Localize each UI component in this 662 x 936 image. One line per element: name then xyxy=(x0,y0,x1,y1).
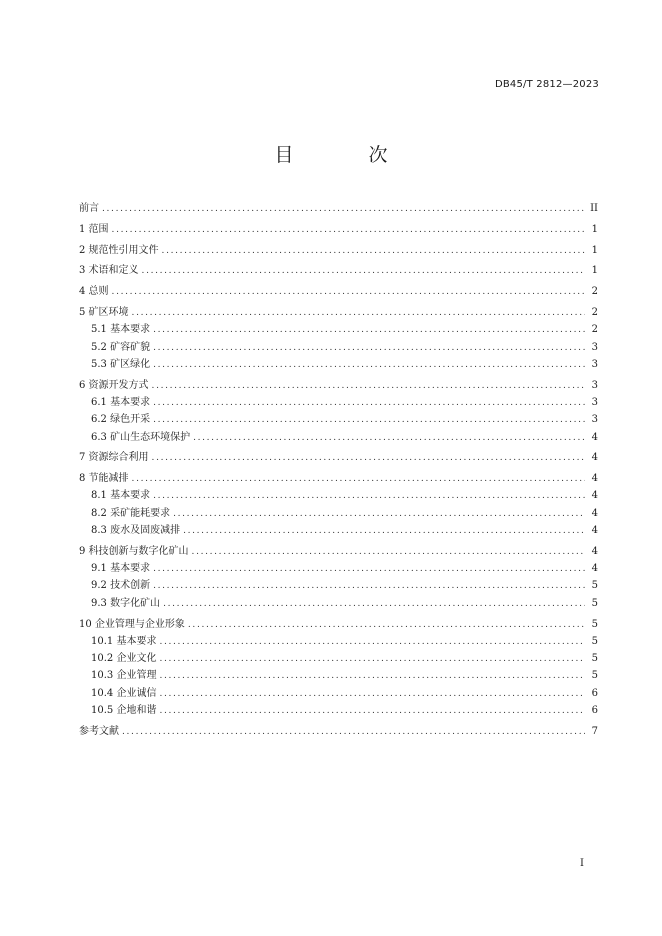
page-title: 目 次 xyxy=(274,144,416,166)
toc-entry-label: 10.1 基本要求 xyxy=(91,635,157,647)
toc-entry[interactable] xyxy=(79,650,598,667)
toc-entry-page: 4 xyxy=(591,545,598,557)
toc-entry-label: 5.1 基本要求 xyxy=(91,324,151,336)
toc-leader-dots xyxy=(159,685,585,703)
toc-entry[interactable] xyxy=(79,377,598,394)
toc-entry[interactable] xyxy=(79,394,598,411)
toc-leader-dots xyxy=(183,522,585,540)
toc-entry-label: 9.3 数字化矿山 xyxy=(91,597,161,609)
toc-entry-page: 3 xyxy=(591,341,598,353)
toc-leader-dots xyxy=(188,616,585,634)
toc-leader-dots xyxy=(122,723,585,741)
toc-entry-page: 4 xyxy=(591,563,598,575)
document-code: DB45/T 2812—2023 xyxy=(494,79,599,90)
toc-entry-label: 8.3 废水及固废减排 xyxy=(91,525,181,537)
toc-leader-dots xyxy=(162,242,585,260)
toc-entry-page: 3 xyxy=(591,358,598,370)
toc-entry[interactable] xyxy=(79,595,598,612)
toc-leader-dots xyxy=(153,560,585,578)
toc-entry-page: 1 xyxy=(591,244,598,256)
toc-entry-label: 10.4 企业诚信 xyxy=(91,687,157,699)
toc-entry[interactable] xyxy=(79,411,598,428)
toc-entry-label: 5 矿区环境 xyxy=(79,306,129,318)
toc-entry-page: 7 xyxy=(591,725,598,737)
toc-leader-dots xyxy=(163,595,585,613)
toc-entry-label: 9.1 基本要求 xyxy=(91,563,151,575)
toc-entry-label: 3 术语和定义 xyxy=(79,265,139,277)
toc-leader-dots xyxy=(193,429,585,447)
toc-entry-label: 9 科技创新与数字化矿山 xyxy=(79,545,189,557)
toc-entry[interactable] xyxy=(79,449,598,466)
toc-entry-page: 1 xyxy=(591,223,598,235)
toc-entry-page: 5 xyxy=(591,653,598,665)
toc-leader-dots xyxy=(112,283,585,301)
toc-leader-dots xyxy=(132,470,585,488)
toc-entry-page: II xyxy=(590,203,598,214)
toc-entry-label: 10.5 企地和谐 xyxy=(91,705,157,717)
toc-leader-dots xyxy=(153,487,585,505)
toc-entry-label: 2 规范性引用文件 xyxy=(79,244,159,256)
toc-entry-label: 8.2 采矿能耗要求 xyxy=(91,507,171,519)
toc-entry-label: 4 总则 xyxy=(79,286,109,298)
toc-entry-label: 5.2 矿容矿貌 xyxy=(91,341,151,353)
toc-entry-page: 3 xyxy=(591,414,598,426)
toc-entry-label: 9.2 技术创新 xyxy=(91,580,151,592)
toc-entry-page: 5 xyxy=(591,635,598,647)
toc-entry[interactable] xyxy=(79,667,598,684)
toc-entry-page: 3 xyxy=(591,396,598,408)
toc-entry-label: 1 范围 xyxy=(79,223,109,235)
toc-entry[interactable] xyxy=(79,242,598,259)
toc-entry[interactable] xyxy=(79,356,598,373)
toc-entry-page: 2 xyxy=(591,286,598,298)
toc-entry[interactable] xyxy=(79,723,598,740)
toc-entry[interactable] xyxy=(79,543,598,560)
page-number: I xyxy=(580,858,584,869)
toc-entry[interactable] xyxy=(79,577,598,594)
toc-entry-page: 6 xyxy=(591,687,598,699)
table-of-contents xyxy=(79,200,598,740)
toc-entry-page: 2 xyxy=(591,324,598,336)
toc-leader-dots xyxy=(102,200,585,218)
toc-leader-dots xyxy=(132,304,585,322)
toc-leader-dots xyxy=(142,262,585,280)
toc-leader-dots xyxy=(159,633,585,651)
toc-entry[interactable] xyxy=(79,262,598,279)
toc-entry[interactable] xyxy=(79,616,598,633)
toc-entry-label: 10.2 企业文化 xyxy=(91,653,157,665)
toc-entry-page: 3 xyxy=(591,379,598,391)
toc-leader-dots xyxy=(159,667,585,685)
toc-leader-dots xyxy=(153,321,585,339)
toc-entry-page: 1 xyxy=(591,265,598,277)
toc-entry-label: 8.1 基本要求 xyxy=(91,490,151,502)
toc-leader-dots xyxy=(152,449,585,467)
toc-entry-page: 4 xyxy=(591,490,598,502)
toc-entry-page: 5 xyxy=(591,670,598,682)
toc-entry-page: 6 xyxy=(591,705,598,717)
toc-entry-label: 6.1 基本要求 xyxy=(91,396,151,408)
toc-entry[interactable] xyxy=(79,429,598,446)
toc-leader-dots xyxy=(153,411,585,429)
toc-entry[interactable] xyxy=(79,283,598,300)
toc-leader-dots xyxy=(153,394,585,412)
toc-leader-dots xyxy=(159,650,585,668)
toc-entry-page: 2 xyxy=(591,306,598,318)
toc-entry[interactable] xyxy=(79,221,598,238)
toc-leader-dots xyxy=(112,221,585,239)
toc-entry-label: 6.2 绿色开采 xyxy=(91,414,151,426)
toc-entry-page: 5 xyxy=(591,618,598,630)
toc-leader-dots xyxy=(153,356,585,374)
toc-entry-label: 前言 xyxy=(79,203,99,214)
toc-entry[interactable] xyxy=(79,200,598,217)
toc-leader-dots xyxy=(173,505,585,523)
toc-entry-page: 5 xyxy=(591,580,598,592)
toc-entry-page: 5 xyxy=(591,597,598,609)
toc-entry-label: 7 资源综合利用 xyxy=(79,452,149,464)
toc-entry-label: 6 资源开发方式 xyxy=(79,379,149,391)
toc-entry[interactable] xyxy=(79,685,598,702)
toc-entry-label: 参考文献 xyxy=(79,725,119,737)
toc-entry-label: 10.3 企业管理 xyxy=(91,670,157,682)
toc-entry-page: 4 xyxy=(591,507,598,519)
toc-entry-label: 8 节能减排 xyxy=(79,473,129,485)
toc-entry[interactable] xyxy=(79,487,598,504)
toc-entry[interactable] xyxy=(79,470,598,487)
toc-entry[interactable] xyxy=(79,522,598,539)
toc-entry[interactable] xyxy=(79,633,598,650)
toc-leader-dots xyxy=(159,702,585,720)
toc-entry-label: 5.3 矿区绿化 xyxy=(91,358,151,370)
toc-leader-dots xyxy=(153,577,585,595)
toc-entry[interactable] xyxy=(79,505,598,522)
toc-entry[interactable] xyxy=(79,339,598,356)
toc-entry-page: 4 xyxy=(591,431,598,443)
toc-entry-page: 4 xyxy=(591,473,598,485)
toc-entry[interactable] xyxy=(79,321,598,338)
toc-entry-page: 4 xyxy=(591,525,598,537)
toc-entry-label: 6.3 矿山生态环境保护 xyxy=(91,431,191,443)
toc-entry-page: 4 xyxy=(591,452,598,464)
toc-entry-label: 10 企业管理与企业形象 xyxy=(79,618,185,630)
toc-leader-dots xyxy=(192,543,585,561)
toc-entry[interactable] xyxy=(79,560,598,577)
toc-leader-dots xyxy=(153,339,585,357)
toc-entry[interactable] xyxy=(79,702,598,719)
toc-entry[interactable] xyxy=(79,304,598,321)
toc-leader-dots xyxy=(152,377,585,395)
